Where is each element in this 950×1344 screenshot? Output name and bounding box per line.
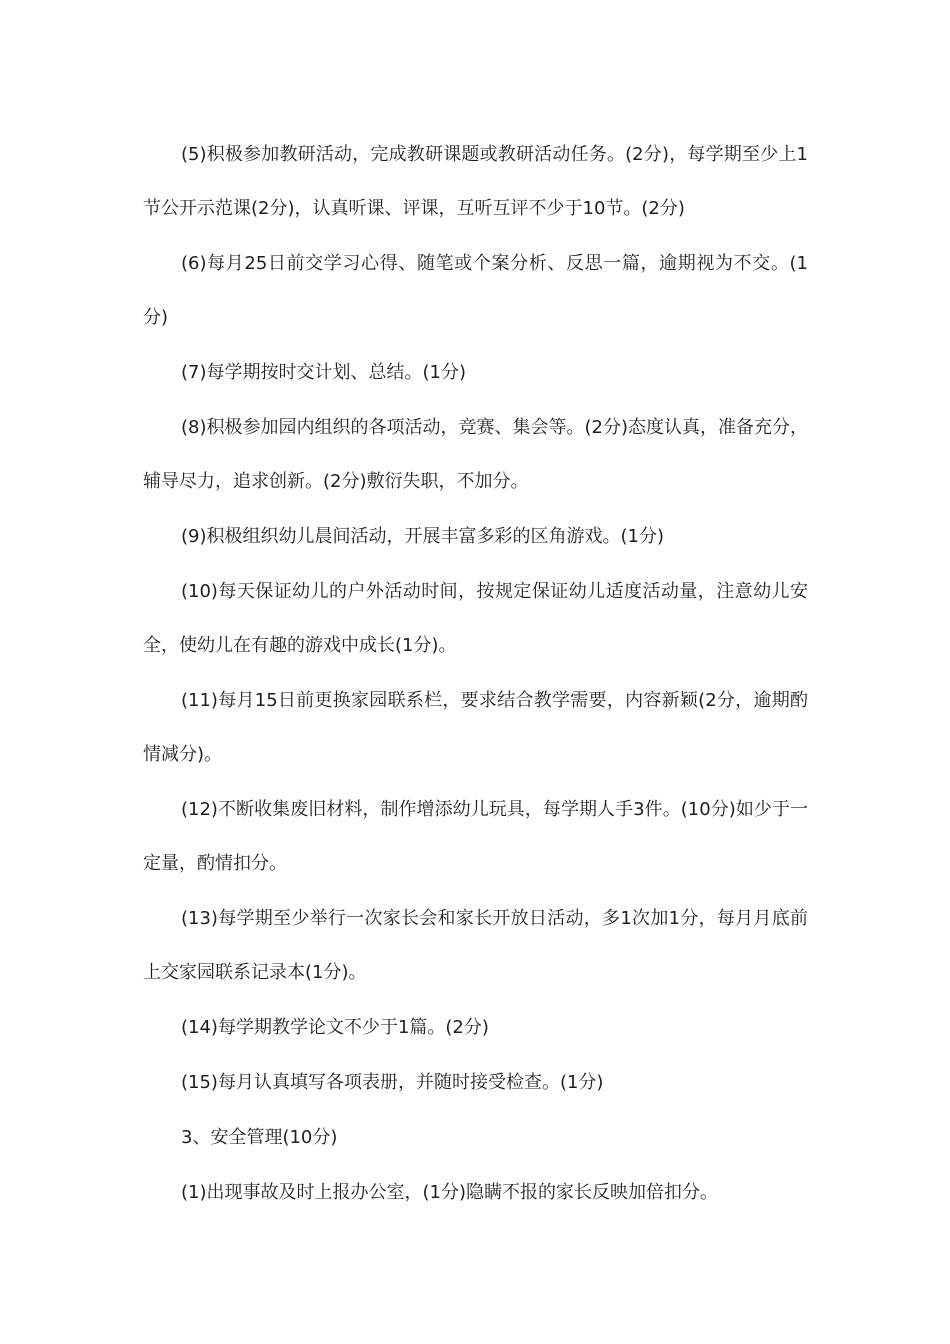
paragraph-item-8: (8)积极参加园内组织的各项活动，竞赛、集会等。(2分)态度认真，准备充分，辅导尽力，追求创新。(2分)敷衍失职，不加分。: [143, 417, 808, 492]
paragraph-item-7: (7)每学期按时交计划、总结。(1分): [181, 362, 466, 383]
paragraph-item-5: (5)积极参加教研活动，完成教研课题或教研活动任务。(2分)，每学期至少上1节公开示范课(2分)，认真听课、评课，互听互评不少于10节。(2分): [143, 144, 808, 219]
paragraph-item-13: (13)每学期至少举行一次家长会和家长开放日活动，多1次加1分，每月月底前上交家园联系记录本(1分)。: [143, 908, 808, 983]
section-heading-safety: 3、安全管理(10分): [181, 1127, 338, 1148]
paragraph-item-15: (15)每月认真填写各项表册，并随时接受检查。(1分): [181, 1072, 604, 1093]
paragraph-item-12: (12)不断收集废旧材料，制作增添幼儿玩具，每学期人手3件。(10分)如少于一定量，酌情扣分。: [143, 799, 808, 874]
paragraph-item-6: (6)每月25日前交学习心得、随笔或个案分析、反思一篇，逾期视为不交。(1分): [143, 253, 808, 328]
document-body: [143, 128, 808, 1221]
paragraph-safety-1: (1)出现事故及时上报办公室，(1分)隐瞒不报的家长反映加倍扣分。: [181, 1182, 718, 1203]
paragraph-item-10: (10)每天保证幼儿的户外活动时间，按规定保证幼儿适度活动量，注意幼儿安全，使幼儿在有趣的游戏中成长(1分)。: [143, 581, 808, 656]
paragraph-item-9: (9)积极组织幼儿晨间活动，开展丰富多彩的区角游戏。(1分): [181, 526, 664, 547]
paragraph-item-14: (14)每学期教学论文不少于1篇。(2分): [181, 1017, 489, 1038]
paragraph-item-11: (11)每月15日前更换家园联系栏，要求结合教学需要，内容新颖(2分，逾期酌情减分)。: [143, 690, 808, 765]
